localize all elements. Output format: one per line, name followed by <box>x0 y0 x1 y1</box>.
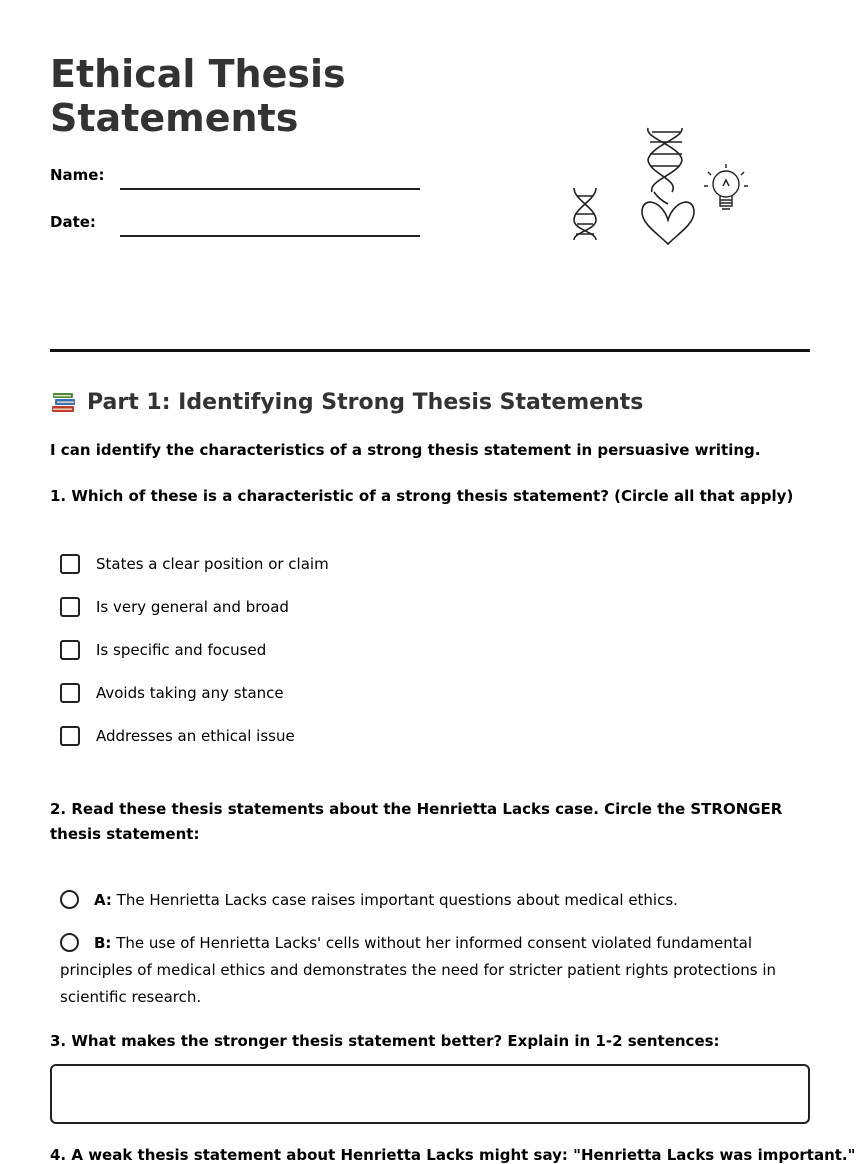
books-icon <box>50 388 78 416</box>
question-2-prompt: 2. Read these thesis statements about the Henrietta Lacks case. Circle the STRONGER thesis statement: <box>50 800 783 843</box>
option-label: Addresses an ethical issue <box>96 727 295 745</box>
question-3-prompt: 3. What makes the stronger thesis statement better? Explain in 1-2 sentences: <box>50 1032 720 1050</box>
q1-option-2[interactable] <box>60 595 289 619</box>
option-label: Avoids taking any stance <box>96 684 284 702</box>
date-input-line[interactable] <box>120 235 420 237</box>
option-text: The use of Henrietta Lacks' cells without her informed consent violated fundamental principles of medical ethics and demonstrates the need for stricter patient rights protections in scientific research. <box>60 934 777 1006</box>
question-4-prompt: 4. A weak thesis statement about Henrietta Lacks might say: "Henrietta Lacks was important." <box>50 1146 856 1164</box>
radio-circle[interactable] <box>60 933 79 952</box>
q3-answer-box[interactable] <box>50 1064 810 1124</box>
checkbox[interactable] <box>60 683 80 703</box>
dna-helix-icon <box>574 188 596 240</box>
option-label: States a clear position or claim <box>96 555 329 573</box>
header-divider <box>50 349 810 352</box>
radio-circle[interactable] <box>60 890 79 909</box>
part1-heading-text: Part 1: Identifying Strong Thesis Statements <box>87 389 644 415</box>
q1-option-1[interactable] <box>60 552 329 576</box>
checkbox[interactable] <box>60 554 80 574</box>
checkbox[interactable] <box>60 640 80 660</box>
lightbulb-icon <box>704 164 748 209</box>
name-label: Name: <box>50 166 105 184</box>
q2-option-b[interactable] <box>60 930 800 1011</box>
option-text: The Henrietta Lacks case raises important questions about medical ethics. <box>116 891 678 909</box>
checkbox[interactable] <box>60 597 80 617</box>
part1-heading <box>50 388 643 416</box>
date-field <box>50 207 420 237</box>
q1-option-4[interactable] <box>60 681 284 705</box>
option-label: Is very general and broad <box>96 598 289 616</box>
page-title: Ethical Thesis Statements <box>50 52 346 140</box>
header-illustration <box>562 120 752 250</box>
name-field <box>50 160 420 190</box>
option-label: Is specific and focused <box>96 641 267 659</box>
name-input-line[interactable] <box>120 188 420 190</box>
q2-option-a[interactable] <box>60 887 800 914</box>
question-1-prompt: 1. Which of these is a characteristic of a strong thesis statement? (Circle all that apply) <box>50 487 794 505</box>
q1-option-5[interactable] <box>60 724 295 748</box>
option-letter: B: <box>94 934 112 952</box>
checkbox[interactable] <box>60 726 80 746</box>
q1-option-3[interactable] <box>60 638 266 662</box>
dna-heart-icon <box>642 128 694 244</box>
option-letter: A: <box>94 891 112 909</box>
learning-objective: I can identify the characteristics of a strong thesis statement in persuasive writing. <box>50 441 761 459</box>
date-label: Date: <box>50 213 96 231</box>
